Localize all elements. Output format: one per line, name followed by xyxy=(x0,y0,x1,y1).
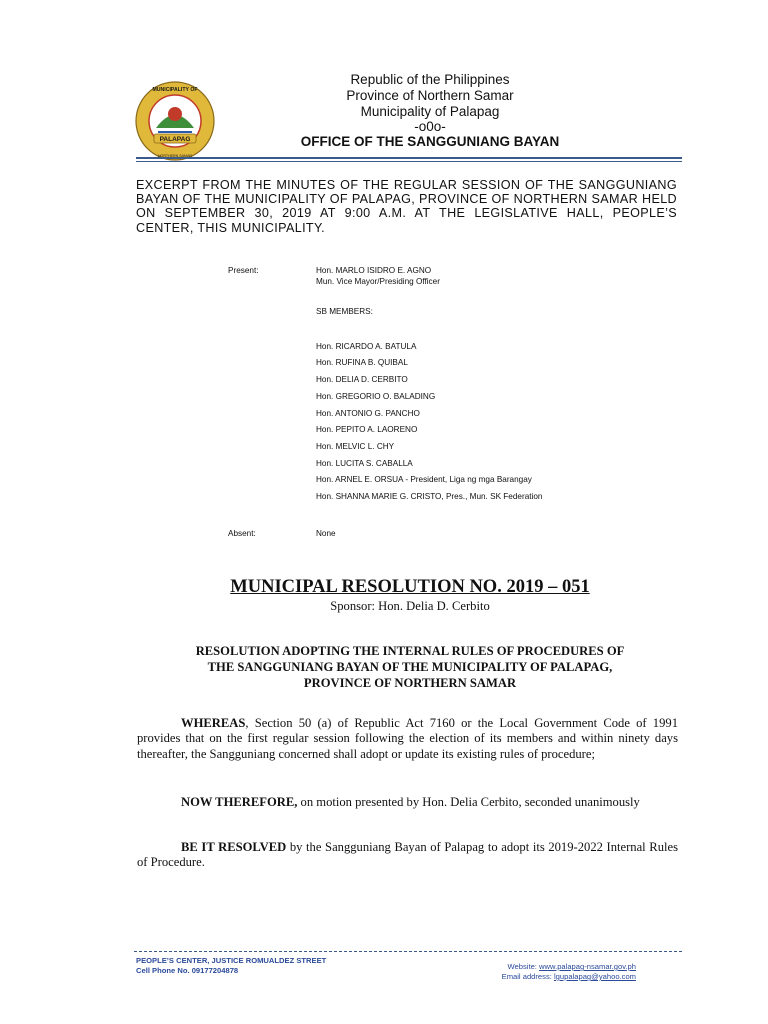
member-item: Hon. MELVIC L. CHY xyxy=(316,442,395,451)
footer-rule xyxy=(134,951,682,952)
header-rule xyxy=(136,157,682,159)
whereas-lead: WHEREAS xyxy=(181,716,246,730)
absent-label: Absent: xyxy=(228,529,256,538)
email-label: Email address: xyxy=(501,972,552,981)
whereas-text: , Section 50 (a) of Republic Act 7160 or the Local Government Code of 1991 provides that on the first regular session following the election of its members and within ninety days thereafter, the Sangguniang concerned shall adopt or update its existing rules of procedure; xyxy=(137,716,678,761)
absent-value: None xyxy=(316,529,336,538)
footer-phone: Cell Phone No. 09177204878 xyxy=(136,966,239,975)
now-therefore-text: on motion presented by Hon. Delia Cerbito, seconded unanimously xyxy=(297,795,640,809)
header-line-republic: Republic of the Philippines xyxy=(350,72,510,87)
present-label: Present: xyxy=(228,266,259,275)
resolved-text: by the Sangguniang Bayan of Palapag to adopt its 2019-2022 Internal Rules of Procedure. xyxy=(137,840,678,870)
resolution-heading xyxy=(140,643,680,691)
member-item: Hon. GREGORIO O. BALADING xyxy=(316,392,436,401)
member-item: Hon. LUCITA S. CABALLA xyxy=(316,459,413,468)
footer-address: PEOPLE’S CENTER, JUSTICE ROMUALDEZ STREET xyxy=(136,956,327,965)
now-therefore-clause xyxy=(137,795,678,810)
office-title: OFFICE OF THE SANGGUNIANG BAYAN xyxy=(300,134,560,149)
resolved-lead: BE IT RESOLVED xyxy=(181,840,287,854)
resolution-sponsor: Sponsor: Hon. Delia D. Cerbito xyxy=(330,599,490,613)
resolution-title: MUNICIPAL RESOLUTION NO. 2019 – 051 xyxy=(230,577,590,597)
footer-contact-block xyxy=(502,962,636,982)
member-item: Hon. ANTONIO G. PANCHO xyxy=(316,409,420,418)
member-item: Hon. SHANNA MARIE G. CRISTO, Pres., Mun. SK Federation xyxy=(316,492,543,501)
presiding-officer-name: Hon. MARLO ISIDRO E. AGNO xyxy=(316,266,432,275)
presiding-officer-title: Mun. Vice Mayor/Presiding Officer xyxy=(316,277,440,286)
header-rule-thin xyxy=(136,161,682,162)
seal-top-text: MUNICIPALITY OF xyxy=(152,87,198,93)
header-line-municipality: Municipality of Palapag xyxy=(360,104,500,119)
member-item: Hon. RICARDO A. BATULA xyxy=(316,342,417,351)
member-item: Hon. DELIA D. CERBITO xyxy=(316,375,408,384)
member-item: Hon. RUFINA B. QUIBAL xyxy=(316,358,408,367)
member-item: Hon. ARNEL E. ORSUA - President, Liga ng mga Barangay xyxy=(316,475,532,484)
resolved-clause xyxy=(137,840,678,871)
seal-bottom-text: NORTHERN SAMAR xyxy=(157,154,193,158)
minutes-excerpt: EXCERPT FROM THE MINUTES OF THE REGULAR SESSION OF THE SANGGUNIANG BAYAN OF THE MUNICIPALITY OF PALAPAG, PROVINCE OF NORTHERN SAMAR HELD ON SEPTEMBER 30, 2019 AT 9:00 A.M. AT THE LEGISLATIVE HALL, PEOPLE’S CENTER, THIS MUNICIPALITY. xyxy=(136,178,677,235)
sb-members-heading: SB MEMBERS: xyxy=(316,307,373,316)
website-link[interactable]: www.palapag-nsamar.gov.ph xyxy=(539,962,636,971)
member-item: Hon. PEPITO A. LAORENO xyxy=(316,425,418,434)
header-line-province: Province of Northern Samar xyxy=(346,88,514,103)
email-link[interactable]: lgupalapag@yahoo.com xyxy=(553,972,636,981)
municipal-seal xyxy=(134,80,216,162)
header-separator: -o0o- xyxy=(414,119,446,134)
resolution-heading-line: THE SANGGUNIANG BAYAN OF THE MUNICIPALITY OF PALAPAG, xyxy=(207,660,613,674)
footer-address-block xyxy=(136,956,326,976)
website-label: Website: xyxy=(507,962,537,971)
whereas-clause xyxy=(137,716,678,762)
seal-center-text: PALAPAG xyxy=(159,136,191,143)
now-therefore-lead: NOW THEREFORE, xyxy=(181,795,298,809)
resolution-heading-line: PROVINCE OF NORTHERN SAMAR xyxy=(303,676,517,690)
resolution-heading-line: RESOLUTION ADOPTING THE INTERNAL RULES OF PROCEDURES OF xyxy=(195,644,625,658)
